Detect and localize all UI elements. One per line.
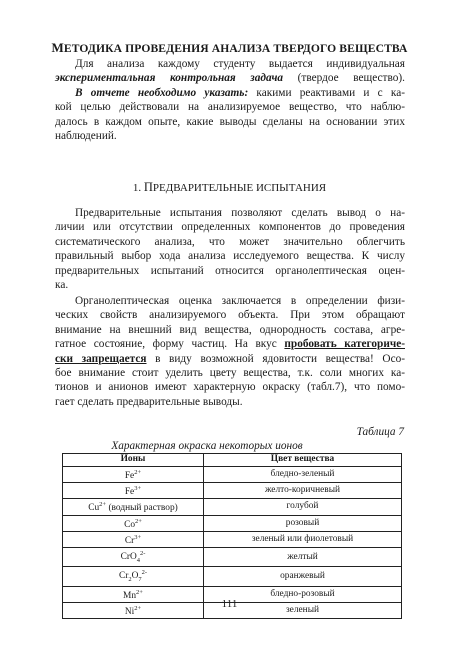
ion-ion: Fe xyxy=(124,470,135,481)
ion-ion: Ni xyxy=(124,607,135,618)
paragraph-line xyxy=(55,352,405,366)
paragraph-line-start: гатное состояние, форму частиц. На вкус xyxy=(55,338,285,351)
section-rest: РЕДВАРИТЕЛЬНЫЕ ИСПЫТАНИЯ xyxy=(152,182,327,194)
ion-sup: 2+ xyxy=(135,517,142,525)
intro-line-rest: какими реактивами и с ка- xyxy=(248,86,405,99)
color-cell: желтый xyxy=(204,548,402,567)
ion-ion: Mn xyxy=(123,590,137,601)
ion-color-table xyxy=(62,453,402,619)
color-cell: зеленый или фиолетовый xyxy=(204,531,402,547)
table-row xyxy=(63,515,402,531)
paragraph-preliminary xyxy=(55,206,405,292)
intro-line: наблюдений. xyxy=(55,130,117,143)
table-row xyxy=(63,466,402,482)
ion-sub: 4 xyxy=(136,557,140,565)
paragraph-line: систематического анализа, что может значительно облегчить xyxy=(55,235,405,248)
paragraph-line: предварительных испытаний относится органолептическая оцен- xyxy=(55,264,405,277)
paragraph-line: бое внимание стоит уделить цвету вещества, т.к. соли многих ка- xyxy=(55,367,405,380)
ion-ion: Cr xyxy=(118,571,129,582)
emphasis-task: экспериментальная контрольная задача xyxy=(55,72,284,85)
ion-sup: 3+ xyxy=(134,533,142,541)
intro-line: далось в каждом опыте, какие выводы сделаны на основании этих xyxy=(55,115,405,128)
section-first-letter: П xyxy=(143,180,153,194)
section-heading xyxy=(0,180,459,195)
ion-suffix: (водный раствор) xyxy=(106,503,178,514)
warning-emphasis: пробовать категориче- xyxy=(284,338,405,351)
ion-ion: Co xyxy=(124,519,136,530)
paragraph-line: внимание на внешний вид вещества, однородность состава, агре- xyxy=(55,323,405,336)
table-row xyxy=(63,531,402,547)
paragraph-line: ческих свойств анализируемого объекта. При этом обращают xyxy=(55,309,405,322)
table-caption: Характерная окраска некоторых ионов xyxy=(111,440,303,452)
color-cell: розовый xyxy=(204,515,402,531)
paragraph-line: тионов и анионов имеют характерную окраску (табл.7), что помо- xyxy=(55,381,405,394)
intro-paragraphs xyxy=(55,57,405,143)
ion-sub2: 7 xyxy=(138,576,142,584)
table-row xyxy=(63,482,402,498)
paragraph-line: правильный выбор хода анализа исследуемого вещества. К числу xyxy=(55,250,405,263)
paragraph-line: ка. xyxy=(55,279,69,292)
ion-ion: Fe xyxy=(124,487,135,498)
intro-line: Для анализа каждому студенту выдается индивидуальная xyxy=(75,58,405,70)
header-color: Цвет вещества xyxy=(204,454,402,467)
header-ions: Ионы xyxy=(63,454,204,467)
color-cell: оранжевый xyxy=(204,567,402,586)
ion-cell xyxy=(63,531,204,547)
ion-sup: 2+ xyxy=(134,604,142,612)
warning-emphasis: ски запрещается xyxy=(55,352,147,365)
ion-sup: 2+ xyxy=(99,501,107,509)
color-cell: бледно-розовый xyxy=(204,586,402,602)
ion-cell xyxy=(63,499,204,515)
paragraph-line: Органолептическая оценка заключается в определении физи- xyxy=(75,295,405,307)
intro-line xyxy=(55,86,405,100)
ion-sub: 2 xyxy=(128,576,132,584)
section-number: 1. xyxy=(132,182,144,194)
ion-sup: 2+ xyxy=(136,588,143,596)
ion-cell xyxy=(63,466,204,482)
ion-sup: 2- xyxy=(139,550,146,558)
ion-cell xyxy=(63,567,204,586)
ion-ion: Cr xyxy=(124,536,135,547)
ion-sup: 2+ xyxy=(134,468,142,476)
ion-cell xyxy=(63,482,204,498)
color-cell: желто-коричневый xyxy=(204,482,402,498)
paragraph-line: личии или отсутствии определенных компонентов до проведения xyxy=(55,221,405,234)
table-label: Таблица 7 xyxy=(356,426,404,438)
ion-cell xyxy=(63,515,204,531)
intro-line: кой целью действовали на анализируемое вещество, что наблю- xyxy=(55,101,405,114)
paragraph-line: Предварительные испытания позволяют сделать вывод о на- xyxy=(75,207,405,219)
ion-sup: 3+ xyxy=(134,484,142,492)
ion-ion: Cu xyxy=(88,503,100,514)
title-rest: ЕТОДИКА ПРОВЕДЕНИЯ АНАЛИЗА ТВЕРДОГО ВЕЩЕСТВА xyxy=(63,42,408,55)
table-row xyxy=(63,567,402,586)
table-body xyxy=(63,466,402,619)
color-cell: зеленый xyxy=(204,602,402,618)
intro-line-rest: (твердое вещество). xyxy=(283,72,405,85)
paragraph-line-rest: в виду возможной ядовитости вещества! Осо- xyxy=(146,352,405,365)
intro-line xyxy=(55,71,405,85)
paragraph-line: гает сделать предварительные выводы. xyxy=(55,395,243,408)
emphasis-report: В отчете необходимо указать: xyxy=(75,86,249,99)
title-first-letter: М xyxy=(51,40,64,55)
color-cell: бледно-зеленый xyxy=(204,466,402,482)
paragraph-organoleptic xyxy=(55,294,405,409)
table-row xyxy=(63,499,402,515)
ion-sup: 2- xyxy=(141,569,148,577)
ion-mid: O xyxy=(131,571,139,582)
color-cell: голубой xyxy=(204,499,402,515)
page-number: 111 xyxy=(221,598,238,610)
table-row xyxy=(63,548,402,567)
paragraph-line xyxy=(55,337,405,351)
ion-ion: CrO xyxy=(120,552,137,563)
page-title xyxy=(0,40,459,56)
ion-cell xyxy=(63,548,204,567)
table-header-row xyxy=(63,454,402,467)
